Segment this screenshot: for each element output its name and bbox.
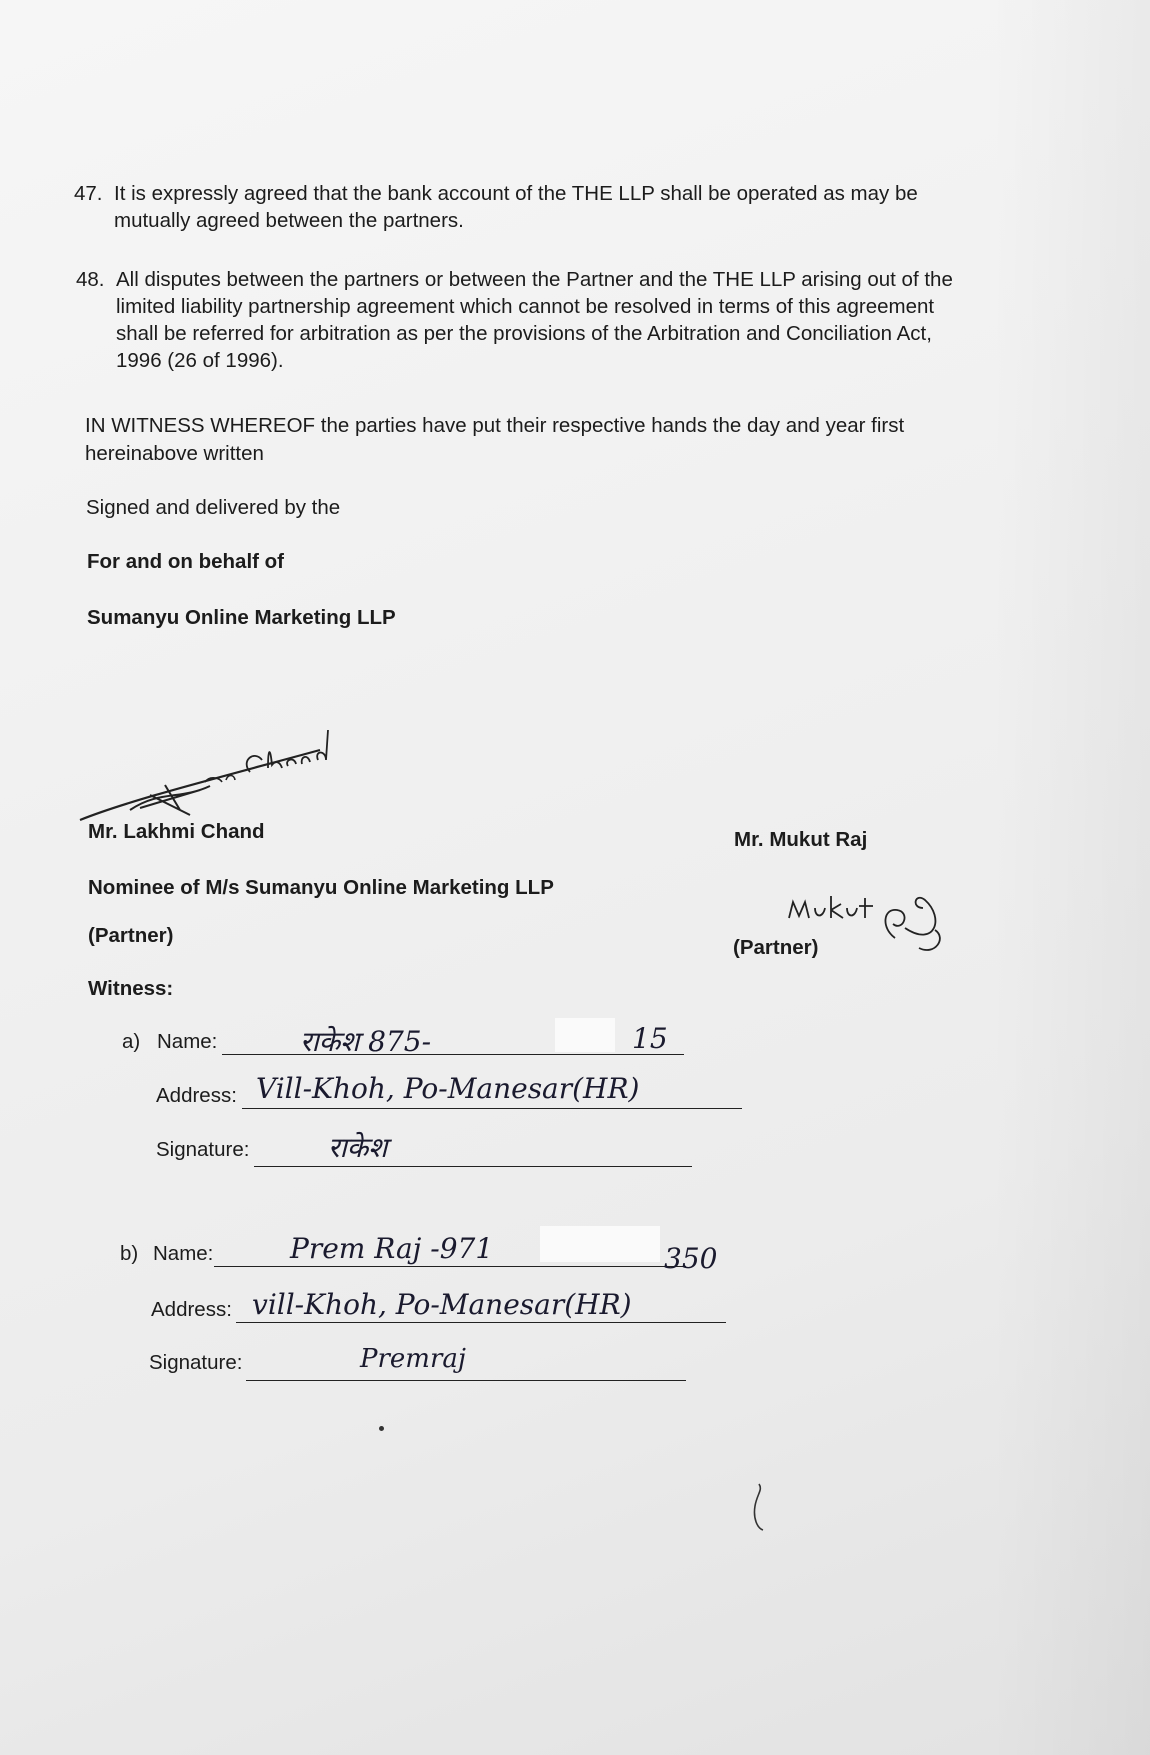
llp-name: Sumanyu Online Marketing LLP bbox=[87, 606, 396, 629]
witness-a-name-label: Name: bbox=[157, 1030, 218, 1053]
witness-b-signature-label: Signature: bbox=[149, 1351, 243, 1374]
witness-b-name-value: Prem Raj -971 bbox=[290, 1232, 494, 1265]
clause-48 bbox=[76, 266, 976, 374]
witness-a-name-tail: 15 bbox=[632, 1022, 668, 1055]
witness-a-signature-label: Signature: bbox=[156, 1138, 250, 1161]
partner1-signature bbox=[70, 720, 350, 830]
witness-b-prefix: b) bbox=[120, 1242, 139, 1265]
partner1-role: (Partner) bbox=[88, 924, 174, 947]
witness-b-address-line bbox=[236, 1322, 726, 1323]
partner1-nominee: Nominee of M/s Sumanyu Online Marketing LLP bbox=[88, 876, 554, 899]
witness-b-signature-value: Premraj bbox=[360, 1344, 466, 1374]
witness-b-name-label: Name: bbox=[153, 1242, 214, 1265]
witness-clause: IN WITNESS WHEREOF the parties have put their respective hands the day and year first hereinabove written bbox=[85, 414, 905, 465]
partner1-name: Mr. Lakhmi Chand bbox=[88, 820, 265, 843]
witness-a-signature-line bbox=[254, 1166, 692, 1167]
witness-a-address-label: Address: bbox=[156, 1084, 237, 1107]
witness-a-signature-value: राकेश bbox=[328, 1131, 388, 1164]
witness-heading: Witness: bbox=[88, 977, 174, 1000]
witness-b-address-label: Address: bbox=[151, 1298, 232, 1321]
page-shadow bbox=[990, 0, 1150, 1755]
witness-a-address-line bbox=[242, 1108, 742, 1109]
witness-a-name-line bbox=[222, 1054, 684, 1055]
on-behalf-text: For and on behalf of bbox=[87, 550, 285, 573]
witness-a-prefix: a) bbox=[122, 1030, 141, 1053]
witness-b-name-tail: 350 bbox=[664, 1242, 718, 1275]
clause-47 bbox=[74, 180, 974, 234]
witness-a-address-value: Vill-Khoh, Po-Manesar(HR) bbox=[256, 1072, 640, 1105]
signed-by-text: Signed and delivered by the bbox=[86, 496, 341, 519]
clause-number: 47. bbox=[74, 182, 103, 205]
clause-number: 48. bbox=[76, 268, 105, 291]
clause-text: It is expressly agreed that the bank account of the THE LLP shall be operated as may be mutually agreed between the partners. bbox=[114, 182, 918, 232]
stray-pen-mark bbox=[745, 1478, 775, 1538]
redaction-block bbox=[555, 1018, 615, 1052]
redaction-block bbox=[540, 1226, 660, 1262]
partner2-role: (Partner) bbox=[733, 936, 819, 959]
partner2-name: Mr. Mukut Raj bbox=[734, 828, 868, 851]
witness-a-name-value: राकेश 875- bbox=[300, 1025, 432, 1058]
stray-dot bbox=[379, 1426, 384, 1431]
witness-b-signature-line bbox=[246, 1380, 686, 1381]
clause-text: All disputes between the partners or between the Partner and the THE LLP arising out of the limited liability partnership agreement which cannot be resolved in terms of this agreement shall be referred for arbitration as per the provisions of the Arbitration and Conciliation Act, 1996 (26 of 1996). bbox=[116, 268, 953, 372]
witness-b-name-line bbox=[214, 1266, 686, 1267]
witness-b-address-value: vill-Khoh, Po-Manesar(HR) bbox=[252, 1288, 632, 1321]
